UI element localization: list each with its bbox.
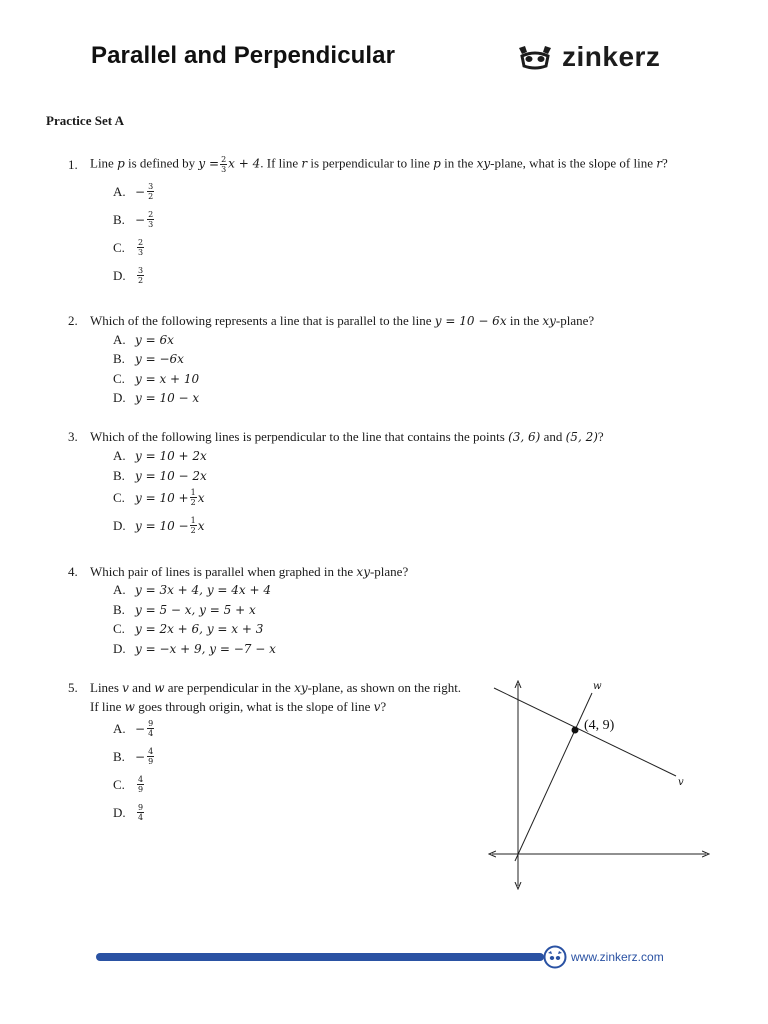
option-1b[interactable]: B. − $\frac{2}{3}$ [113, 210, 154, 229]
option-3c[interactable]: C. y = 10 + $\frac{1}{2}$ x [113, 488, 205, 507]
option-5b[interactable]: B. − $\frac{4}{9}$ [113, 747, 154, 766]
question-number: 2. [68, 313, 78, 328]
option-4b[interactable]: B. y = 5 − x, y = 5 + x [113, 602, 256, 617]
question-number: 1. [68, 157, 78, 172]
question-4-text: Which pair of lines is parallel when graphed in the xy-plane? [90, 564, 409, 579]
point-label: (4, 9) [584, 718, 615, 733]
question-5-text-line2: If line w goes through origin, what is the slope of line v? [90, 699, 387, 714]
question-5-text-line1: Lines v and w are perpendicular in the xy-plane, as shown on the right. [90, 680, 462, 695]
panda-icon [517, 44, 553, 70]
logo-text: zinkerz [562, 41, 661, 72]
option-4d[interactable]: D. y = −x + 9, y = −7 − x [113, 641, 276, 656]
perpendicular-lines-graph [480, 676, 720, 892]
option-5a[interactable]: A. − $\frac{9}{4}$ [113, 719, 154, 738]
practice-set-title: Practice Set A [46, 113, 124, 128]
option-3d[interactable]: D. y = 10 − $\frac{1}{2}$ x [113, 516, 205, 535]
option-2d[interactable]: D. y = 10 − x [113, 390, 200, 405]
option-2c[interactable]: C. y = x + 10 [113, 371, 200, 386]
option-5d[interactable]: D. $\frac{9}{4}$ [113, 803, 144, 822]
zinkerz-logo [517, 42, 660, 72]
option-3b[interactable]: B. y = 10 − 2x [113, 468, 207, 483]
option-2a[interactable]: A. y = 6x [113, 332, 174, 347]
option-3a[interactable]: A. y = 10 + 2x [113, 448, 207, 463]
line-v-label: v [678, 777, 684, 788]
line-w [515, 693, 592, 861]
question-2-text: Which of the following represents a line that is parallel to the line y = 10 − 6x in the xy-plane? [90, 313, 595, 328]
option-1a[interactable]: A. − $\frac{3}{2}$ [113, 182, 154, 201]
page-title: Parallel and Perpendicular [91, 42, 396, 69]
question-3-text: Which of the following lines is perpendicular to the line that contains the points (3, 6) and (5, 2)? [90, 429, 604, 444]
question-number: 3. [68, 429, 78, 444]
option-1c[interactable]: C. $\frac{2}{3}$ [113, 238, 144, 257]
option-4a[interactable]: A. y = 3x + 4, y = 4x + 4 [113, 582, 271, 597]
footer-bar [96, 953, 544, 961]
option-5c[interactable]: C. $\frac{4}{9}$ [113, 775, 144, 794]
footer-url-link[interactable]: www.zinkerz.com [571, 950, 664, 964]
option-4c[interactable]: C. y = 2x + 6, y = x + 3 [113, 621, 264, 636]
option-1d[interactable]: D. $\frac{3}{2}$ [113, 266, 144, 285]
fraction: $\frac{2}{3}$ [221, 155, 227, 174]
question-1-text: Line p is defined by y = $\frac{2}{3}$ x + 4. If line r is perpendicular to line p in the xy-plane, what is the slope of line r? [90, 155, 668, 174]
intersection-point [572, 727, 579, 734]
line-w-label: w [593, 681, 602, 692]
option-2b[interactable]: B. y = −6x [113, 351, 184, 366]
question-number: 4. [68, 564, 78, 579]
question-number: 5. [68, 680, 78, 695]
panda-icon [543, 945, 567, 969]
